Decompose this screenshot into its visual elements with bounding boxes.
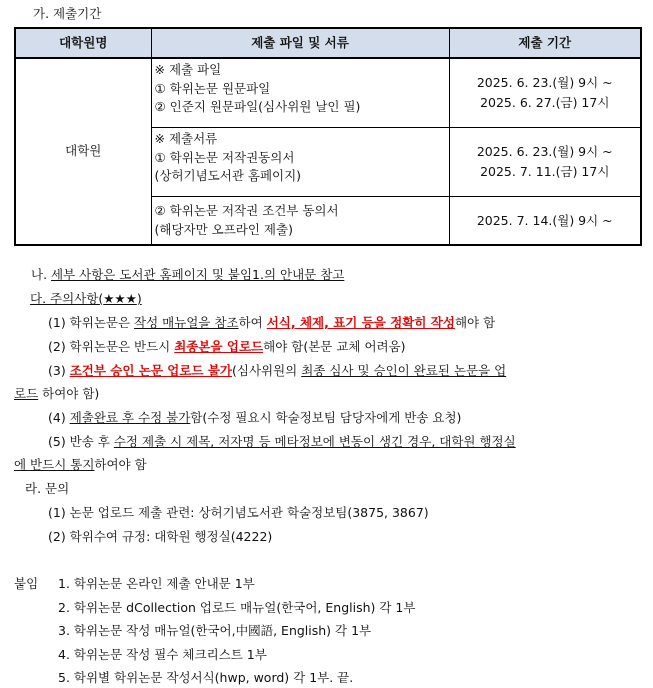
note-2: (2) 학위논문은 반드시 최종본을 업로드해야 함(본문 교체 어려움) <box>48 339 406 354</box>
files-cell: ※ 제출 파일 ① 학위논문 원문파일 ② 인준지 원문파일(심사위원 날인 필) <box>151 58 449 128</box>
table-row <box>15 58 641 128</box>
section-ga-heading: 가. 제출기간 <box>33 6 102 21</box>
files-cell: ※ 제출서류 ① 학위논문 저작권동의서 (상허기념도서관 홈페이지) <box>151 128 449 197</box>
note-5: (5) 반송 후 수정 제출 시 제목, 저자명 등 메타정보에 변동이 생긴 경우, 대학원 행정실 <box>48 434 516 449</box>
files-cell: ② 학위논문 저작권 조건부 동의서 (해당자만 오프라인 제출) <box>151 197 449 246</box>
attachment-item: 1. 학위논문 온라인 제출 안내문 1부 <box>58 576 255 591</box>
period-cell: 2025. 6. 23.(월) 9시 ~ 2025. 7. 11.(금) 17시 <box>449 128 641 197</box>
header-submission-period: 제출 기간 <box>449 28 641 58</box>
note-3-continued: 로드 하여야 함) <box>14 386 100 401</box>
contact-item: (2) 학위수여 규정: 대학원 행정실(4222) <box>48 529 273 544</box>
submission-schedule-table <box>14 27 642 246</box>
period-cell: 2025. 6. 23.(월) 9시 ~ 2025. 6. 27.(금) 17시 <box>449 58 641 128</box>
attachment-item: 5. 학위별 학위논문 작성서식(hwp, word) 각 1부. 끝. <box>58 670 354 685</box>
note-4: (4) 제출완료 후 수정 불가함(수정 필요시 학술정보팀 담당자에게 반송 요청) <box>48 410 462 425</box>
contact-item: (1) 논문 업로드 제출 관련: 상허기념도서관 학술정보팀(3875, 3867) <box>48 505 429 520</box>
note-5-continued: 에 반드시 통지하여야 함 <box>14 457 147 472</box>
period-cell: 2025. 7. 14.(월) 9시 ~ <box>449 197 641 246</box>
note-3: (3) 조건부 승인 논문 업로드 불가(심사위원의 최종 심사 및 승인이 완료된 논문을 업 <box>48 363 507 378</box>
section-da-heading: 다. 주의사항(★★★) <box>30 291 142 306</box>
priority-stars: ★★★ <box>103 291 137 306</box>
attachments-label: 붙임 <box>14 576 39 591</box>
header-graduate-school: 대학원명 <box>15 28 151 58</box>
attachment-item: 4. 학위논문 작성 필수 체크리스트 1부 <box>58 647 267 662</box>
section-na-line: 나. 세부 사항은 도서관 홈페이지 및 붙임1.의 안내문 참고 <box>31 267 345 282</box>
section-ra-heading: 라. 문의 <box>25 481 70 496</box>
note-1: (1) 학위논문은 작성 매뉴얼을 참조하여 서식, 체제, 표기 등을 정확히 작성해야 함 <box>48 315 496 330</box>
header-files-documents: 제출 파일 및 서류 <box>151 28 449 58</box>
attachment-item: 3. 학위논문 작성 매뉴얼(한국어,中國語, English) 각 1부 <box>58 623 372 638</box>
graduate-school-cell: 대학원 <box>15 58 151 245</box>
attachment-item: 2. 학위논문 dCollection 업로드 매뉴얼(한국어, English) 각 1부 <box>58 600 416 615</box>
